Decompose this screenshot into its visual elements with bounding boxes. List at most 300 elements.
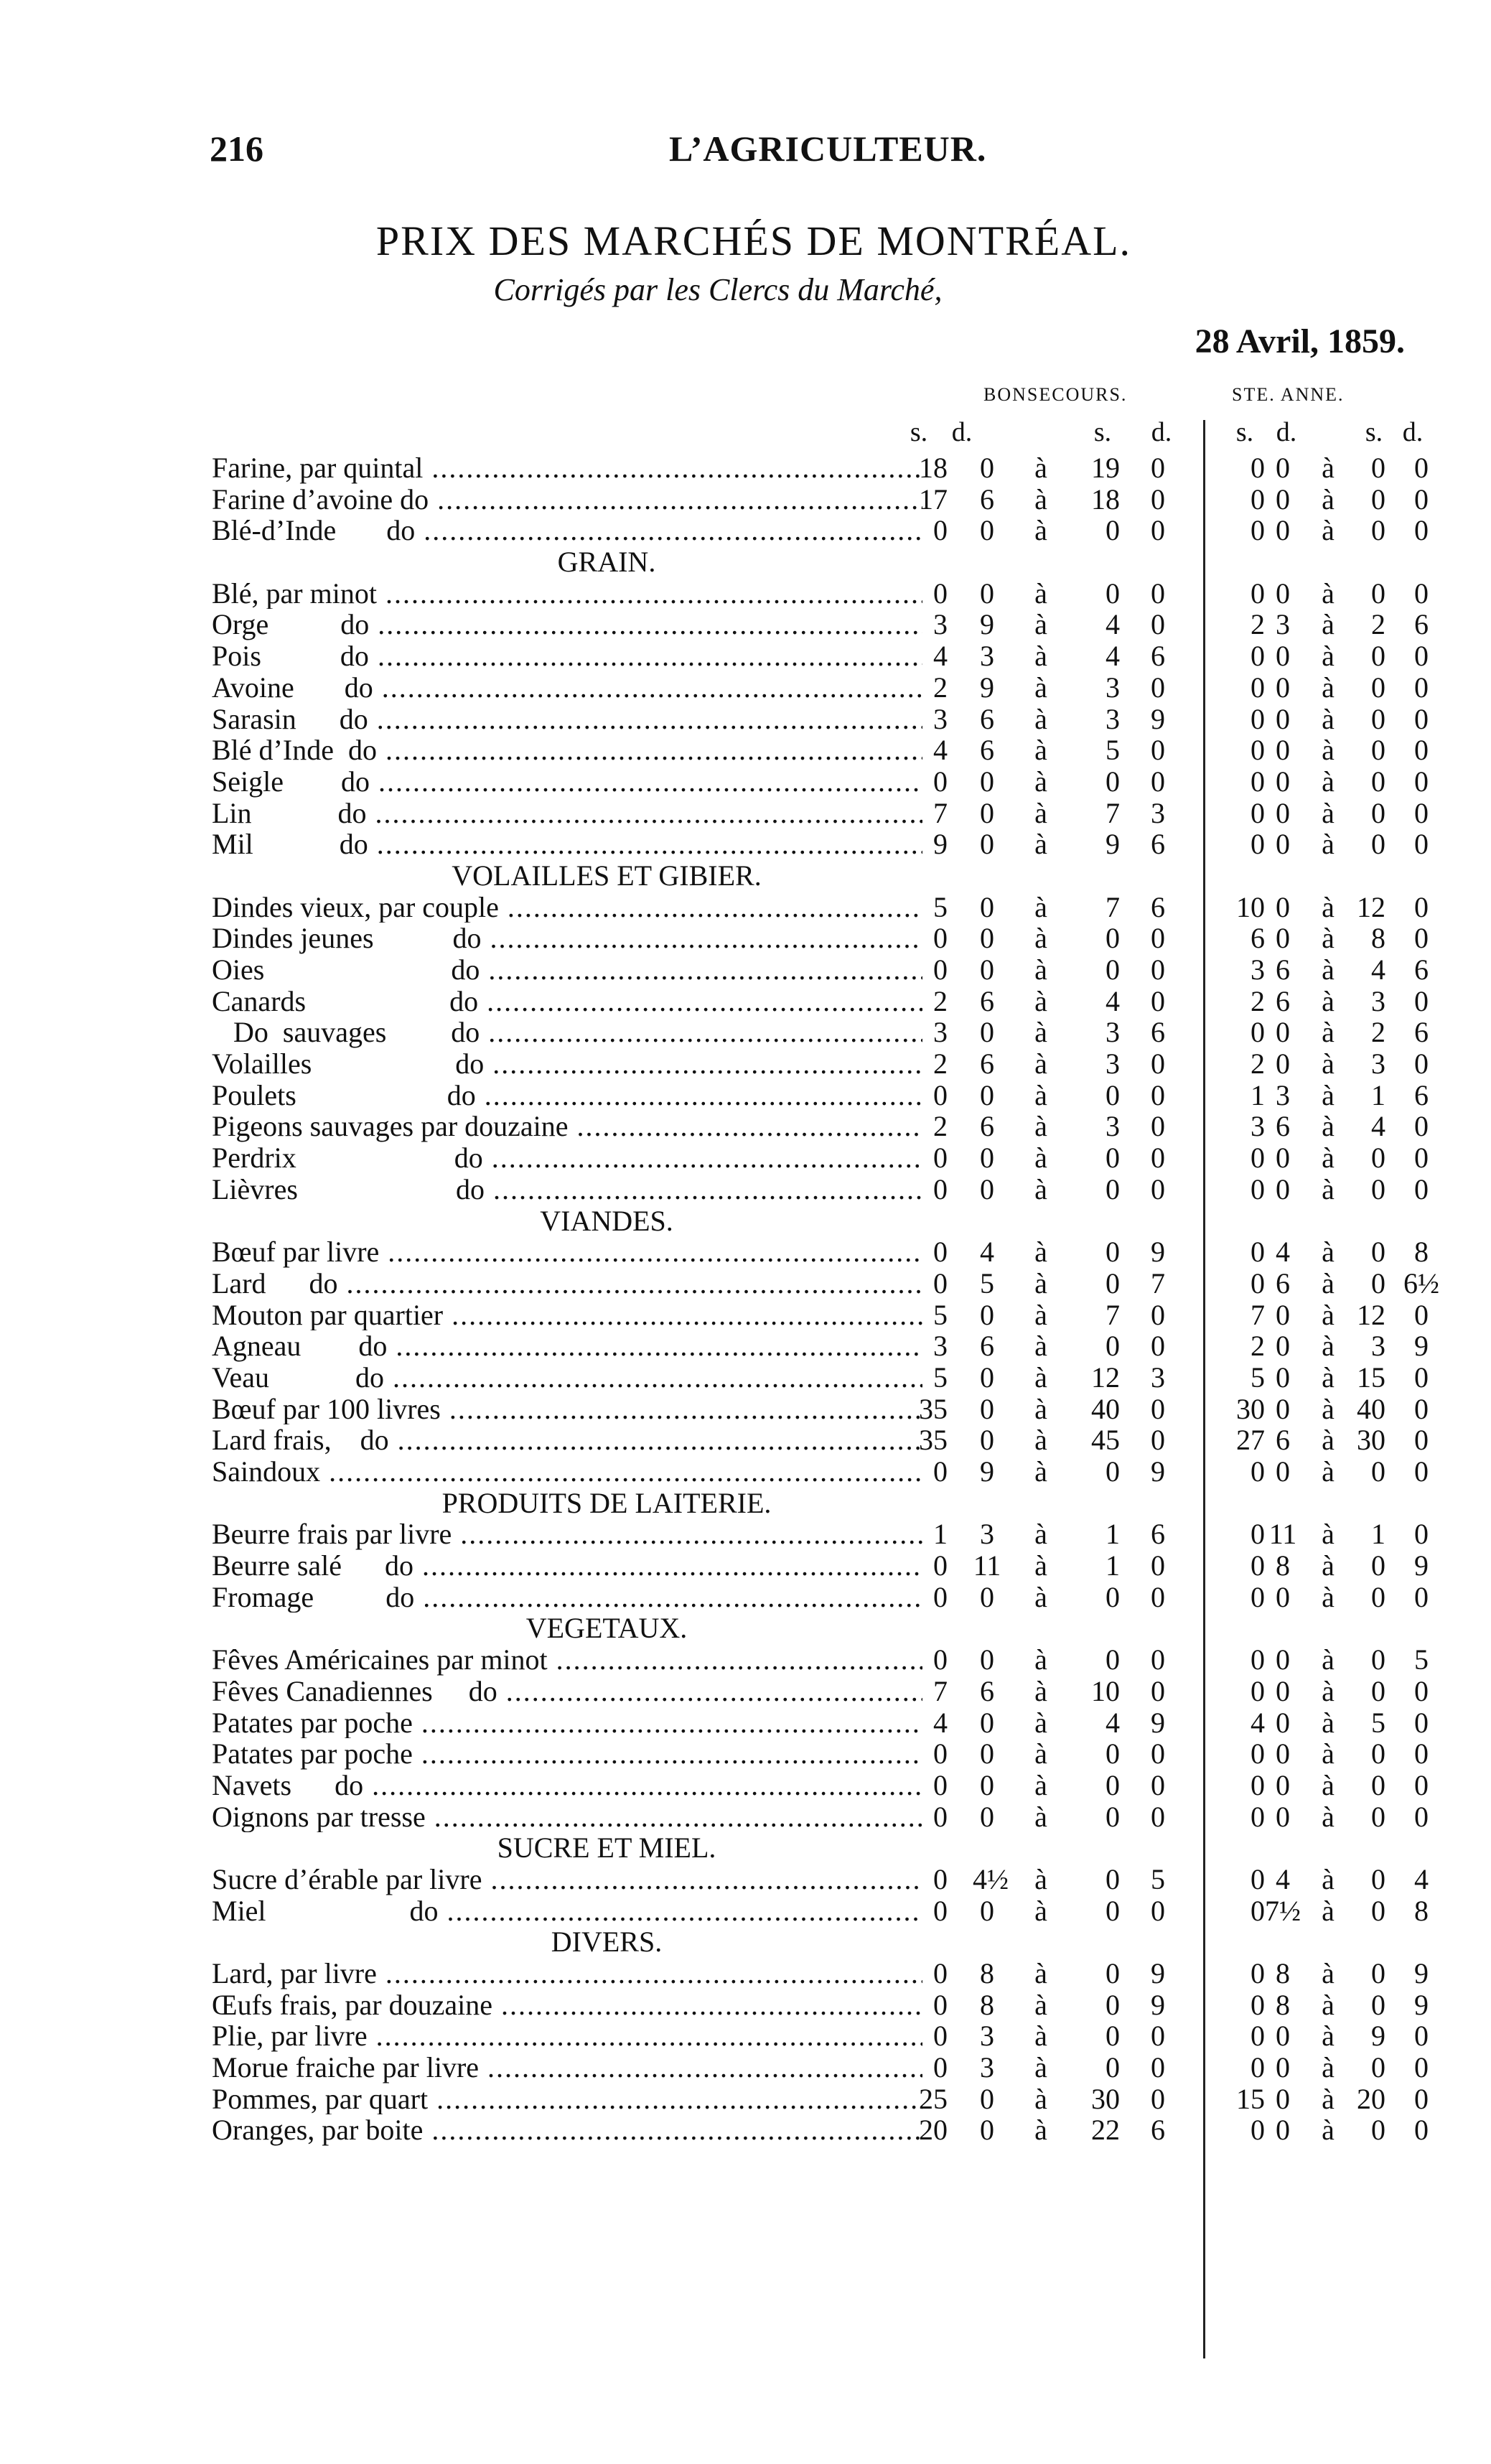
range-separator: à <box>1034 922 1047 955</box>
range-separator: à <box>1322 1110 1335 1143</box>
price-ad2: 0 <box>1414 984 1429 1017</box>
item-label: Lard do ..... <box>212 1268 922 1299</box>
price-as1: 0 <box>1251 1518 1265 1551</box>
price-bs2: 1 <box>1106 1518 1120 1551</box>
price-bs1: 2 <box>933 984 948 1017</box>
table-row <box>212 1424 1446 1456</box>
price-bd1: 8 <box>980 1988 994 2021</box>
range-separator: à <box>1322 1737 1335 1770</box>
section-heading: VEGETAUX. <box>525 1612 688 1645</box>
price-bs1: 0 <box>933 1142 948 1175</box>
running-header <box>210 128 1390 178</box>
item-label: Œufs frais, par douzaine ..... <box>212 1989 922 2021</box>
price-bd1: 0 <box>980 953 994 986</box>
price-bs1: 0 <box>933 1580 948 1613</box>
range-separator: à <box>1322 1016 1335 1049</box>
price-bd2: 0 <box>1151 577 1165 610</box>
price-bd2: 0 <box>1151 984 1165 1017</box>
range-separator: à <box>1322 1361 1335 1394</box>
price-as2: 0 <box>1371 1172 1385 1205</box>
price-as2: 9 <box>1371 2020 1385 2053</box>
price-bd2: 9 <box>1151 1455 1165 1488</box>
price-bs2: 0 <box>1106 922 1120 955</box>
price-bs2: 30 <box>1091 2082 1120 2115</box>
price-bs1: 0 <box>933 953 948 986</box>
price-bs1: 0 <box>933 2020 948 2053</box>
section-heading: VOLAILLES ET GIBIER. <box>452 859 762 892</box>
price-bs1: 2 <box>933 1110 948 1143</box>
table-row <box>212 1550 1446 1582</box>
price-as2: 0 <box>1371 1737 1385 1770</box>
price-bs2: 0 <box>1106 1737 1120 1770</box>
price-ad1: 0 <box>1276 1361 1290 1394</box>
unit-s: s. <box>1093 417 1112 447</box>
range-separator: à <box>1322 1580 1335 1613</box>
item-label: Sucre d’érable par livre ..... <box>212 1864 922 1895</box>
item-label: Fêves Américaines par minot ..... <box>212 1644 922 1676</box>
price-as2: 12 <box>1357 890 1385 923</box>
range-separator: à <box>1034 608 1047 641</box>
price-bd2: 6 <box>1151 640 1165 673</box>
range-separator: à <box>1034 1047 1047 1081</box>
range-separator: à <box>1034 1392 1047 1425</box>
price-ad2: 0 <box>1414 482 1429 515</box>
price-bs2: 1 <box>1106 1549 1120 1582</box>
price-bs2: 3 <box>1106 1016 1120 1049</box>
price-bd2: 0 <box>1151 1142 1165 1175</box>
price-as2: 0 <box>1371 1236 1385 1269</box>
price-bd1: 0 <box>980 796 994 829</box>
price-bd1: 4½ <box>973 1862 1009 1895</box>
item-label: Lard, par livre ..... <box>212 1958 922 1989</box>
price-ad1: 0 <box>1276 890 1290 923</box>
price-as1: 0 <box>1251 1800 1265 1833</box>
range-separator: à <box>1322 1266 1335 1299</box>
range-separator: à <box>1322 1455 1335 1488</box>
price-as1: 0 <box>1251 1236 1265 1269</box>
range-separator: à <box>1322 1330 1335 1363</box>
price-bd2: 0 <box>1151 671 1165 704</box>
price-bd1: 6 <box>980 1330 994 1363</box>
price-ad1: 0 <box>1276 2051 1290 2084</box>
price-as2: 12 <box>1357 1298 1385 1331</box>
price-ad2: 9 <box>1414 1549 1429 1582</box>
price-ad2: 0 <box>1414 1674 1429 1707</box>
price-as2: 0 <box>1371 828 1385 861</box>
range-separator: à <box>1034 1298 1047 1331</box>
table-row <box>212 609 1446 640</box>
price-as2: 30 <box>1357 1424 1385 1457</box>
price-ad2: 8 <box>1414 1894 1429 1927</box>
price-ad2: 0 <box>1414 734 1429 767</box>
price-ad1: 0 <box>1276 577 1290 610</box>
range-separator: à <box>1034 1862 1047 1895</box>
price-ad1: 0 <box>1276 1643 1290 1676</box>
price-ad1: 4 <box>1276 1236 1290 1269</box>
price-as2: 3 <box>1371 1047 1385 1081</box>
item-label: Pois do ..... <box>212 640 922 672</box>
range-separator: à <box>1322 514 1335 547</box>
price-bs1: 3 <box>933 608 948 641</box>
price-ad2: 0 <box>1414 1047 1429 1081</box>
price-bd1: 0 <box>980 2082 994 2115</box>
price-ad2: 0 <box>1414 1737 1429 1770</box>
range-separator: à <box>1322 1172 1335 1205</box>
item-label: Seigle do ..... <box>212 766 922 798</box>
item-label: Oranges, par boite ..... <box>212 2114 922 2146</box>
range-separator: à <box>1322 984 1335 1017</box>
table-row <box>212 1048 1446 1080</box>
price-bd1: 0 <box>980 765 994 798</box>
range-separator: à <box>1322 1768 1335 1801</box>
price-bd1: 3 <box>980 2051 994 2084</box>
price-bs2: 4 <box>1106 640 1120 673</box>
price-ad2: 0 <box>1414 1361 1429 1394</box>
range-separator: à <box>1034 1957 1047 1989</box>
price-bs1: 4 <box>933 1706 948 1739</box>
range-separator: à <box>1034 1643 1047 1676</box>
price-as2: 0 <box>1371 1549 1385 1582</box>
table-row <box>212 798 1446 829</box>
price-bs2: 0 <box>1106 1236 1120 1269</box>
price-bs1: 2 <box>933 671 948 704</box>
range-separator: à <box>1034 671 1047 704</box>
price-bd2: 0 <box>1151 1549 1165 1582</box>
price-bd1: 11 <box>973 1549 1001 1582</box>
price-bs1: 0 <box>933 1862 948 1895</box>
price-bd2: 0 <box>1151 1047 1165 1081</box>
range-separator: à <box>1322 1392 1335 1425</box>
price-bs1: 1 <box>933 1518 948 1551</box>
table-row <box>212 2083 1446 2115</box>
item-label: Lièvres do ..... <box>212 1174 922 1205</box>
price-bs1: 0 <box>933 1768 948 1801</box>
price-bd1: 0 <box>980 577 994 610</box>
range-separator: à <box>1034 1016 1047 1049</box>
price-table <box>212 452 1446 2146</box>
section-heading: SUCRE ET MIEL. <box>497 1831 716 1865</box>
price-bd2: 0 <box>1151 1078 1165 1111</box>
range-separator: à <box>1322 2114 1335 2147</box>
range-separator: à <box>1322 1800 1335 1833</box>
price-as2: 0 <box>1371 514 1385 547</box>
price-bs2: 4 <box>1106 984 1120 1017</box>
table-row <box>212 892 1446 923</box>
price-bs2: 7 <box>1106 796 1120 829</box>
price-bs1: 7 <box>933 796 948 829</box>
price-as1: 27 <box>1236 1424 1265 1457</box>
table-row <box>212 452 1446 484</box>
price-ad2: 0 <box>1414 1518 1429 1551</box>
price-ad1: 0 <box>1276 1706 1290 1739</box>
item-label: Avoine do ..... <box>212 672 922 704</box>
range-separator: à <box>1034 1674 1047 1707</box>
price-bd1: 0 <box>980 1643 994 1676</box>
price-as1: 30 <box>1236 1392 1265 1425</box>
price-bs2: 0 <box>1106 1172 1120 1205</box>
price-ad1: 3 <box>1276 1078 1290 1111</box>
range-separator: à <box>1322 702 1335 735</box>
price-bs1: 3 <box>933 702 948 735</box>
table-row <box>212 1582 1446 1613</box>
price-bs2: 0 <box>1106 1768 1120 1801</box>
running-title: L’AGRICULTEUR. <box>669 129 987 169</box>
price-ad2: 0 <box>1414 922 1429 955</box>
table-row <box>212 1456 1446 1488</box>
column-group-ste-anne: STE. ANNE. <box>1232 384 1345 405</box>
price-bd2: 6 <box>1151 1518 1165 1551</box>
table-row <box>212 1330 1446 1362</box>
range-separator: à <box>1034 1142 1047 1175</box>
range-separator: à <box>1034 1361 1047 1394</box>
price-bd1: 0 <box>980 1142 994 1175</box>
range-separator: à <box>1034 1330 1047 1363</box>
price-as1: 10 <box>1236 890 1265 923</box>
price-bs2: 12 <box>1091 1361 1120 1394</box>
range-separator: à <box>1034 2114 1047 2147</box>
price-bd1: 0 <box>980 1580 994 1613</box>
price-ad1: 6 <box>1276 1266 1290 1299</box>
table-row <box>212 1644 1446 1676</box>
price-bs2: 10 <box>1091 1674 1120 1707</box>
price-bd1: 0 <box>980 890 994 923</box>
item-label: Bœuf par 100 livres ..... <box>212 1394 922 1425</box>
price-bd2: 0 <box>1151 608 1165 641</box>
unit-d: d. <box>951 417 973 447</box>
table-row <box>212 1958 1446 1989</box>
range-separator: à <box>1322 1549 1335 1582</box>
range-separator: à <box>1034 828 1047 861</box>
table-title: PRIX DES MARCHÉS DE MONTRÉAL. <box>375 218 1132 264</box>
price-as2: 0 <box>1371 734 1385 767</box>
price-as1: 0 <box>1251 671 1265 704</box>
price-ad2: 0 <box>1414 577 1429 610</box>
price-ad1: 8 <box>1276 1957 1290 1989</box>
price-bd1: 0 <box>980 1800 994 1833</box>
price-ad2: 0 <box>1414 890 1429 923</box>
price-as2: 8 <box>1371 922 1385 955</box>
price-as1: 0 <box>1251 1016 1265 1049</box>
table-row <box>212 1989 1446 2021</box>
price-bs2: 0 <box>1106 1078 1120 1111</box>
price-ad1: 0 <box>1276 1455 1290 1488</box>
price-as2: 0 <box>1371 765 1385 798</box>
price-ad2: 0 <box>1414 1172 1429 1205</box>
item-label: Navets do ..... <box>212 1770 922 1801</box>
range-separator: à <box>1034 514 1047 547</box>
range-separator: à <box>1322 953 1335 986</box>
price-ad1: 0 <box>1276 1016 1290 1049</box>
price-as1: 0 <box>1251 765 1265 798</box>
price-bs2: 3 <box>1106 1047 1120 1081</box>
item-label: Plie, par livre ..... <box>212 2020 922 2052</box>
price-bs1: 0 <box>933 765 948 798</box>
price-ad2: 9 <box>1414 1957 1429 1989</box>
price-ad1: 6 <box>1276 984 1290 1017</box>
range-separator: à <box>1034 2051 1047 2084</box>
price-ad2: 0 <box>1414 1392 1429 1425</box>
price-bd2: 0 <box>1151 922 1165 955</box>
item-label: Do sauvages do ..... <box>212 1017 922 1048</box>
table-row <box>212 766 1446 798</box>
price-ad1: 0 <box>1276 2082 1290 2115</box>
unit-s: s. <box>1235 417 1254 447</box>
price-bs2: 0 <box>1106 1862 1120 1895</box>
price-as2: 0 <box>1371 1768 1385 1801</box>
price-as1: 2 <box>1251 1047 1265 1081</box>
unit-d: d. <box>1151 417 1172 447</box>
range-separator: à <box>1034 1706 1047 1739</box>
price-bd1: 0 <box>980 1361 994 1394</box>
table-row <box>212 829 1446 860</box>
item-label: Blé, par minot ..... <box>212 578 922 610</box>
price-bd1: 3 <box>980 2020 994 2053</box>
price-bd1: 0 <box>980 1298 994 1331</box>
table-row <box>212 704 1446 735</box>
range-separator: à <box>1034 1424 1047 1457</box>
price-ad1: 8 <box>1276 1988 1290 2021</box>
price-bd1: 0 <box>980 1078 994 1111</box>
price-bd2: 5 <box>1151 1862 1165 1895</box>
price-bs2: 0 <box>1106 1330 1120 1363</box>
price-bd2: 3 <box>1151 796 1165 829</box>
price-bs1: 5 <box>933 1298 948 1331</box>
price-bd1: 6 <box>980 1674 994 1707</box>
price-bs2: 0 <box>1106 2020 1120 2053</box>
price-bs2: 0 <box>1106 1580 1120 1613</box>
price-ad1: 3 <box>1276 608 1290 641</box>
range-separator: à <box>1034 577 1047 610</box>
price-ad1: 0 <box>1276 734 1290 767</box>
item-label: Saindoux ..... <box>212 1456 922 1488</box>
item-label: Fromage do ..... <box>212 1582 922 1613</box>
range-separator: à <box>1322 2051 1335 2084</box>
range-separator: à <box>1034 2082 1047 2115</box>
price-ad1: 0 <box>1276 1674 1290 1707</box>
price-as2: 15 <box>1357 1361 1385 1394</box>
item-label: Mouton par quartier ..... <box>212 1299 922 1331</box>
item-label: Poulets do ..... <box>212 1080 922 1111</box>
price-ad1: 0 <box>1276 482 1290 515</box>
price-as1: 2 <box>1251 1330 1265 1363</box>
price-bs1: 0 <box>933 1988 948 2021</box>
table-row <box>212 1236 1446 1268</box>
range-separator: à <box>1322 452 1335 484</box>
price-bs2: 9 <box>1106 828 1120 861</box>
price-as1: 0 <box>1251 1737 1265 1770</box>
price-ad2: 0 <box>1414 1424 1429 1457</box>
price-bd2: 0 <box>1151 1110 1165 1143</box>
price-bs2: 22 <box>1091 2114 1120 2147</box>
price-ad1: 0 <box>1276 1800 1290 1833</box>
item-label: Pommes, par quart ..... <box>212 2083 922 2115</box>
range-separator: à <box>1034 1894 1047 1927</box>
price-bd2: 0 <box>1151 1643 1165 1676</box>
table-row <box>212 923 1446 954</box>
price-bs1: 0 <box>933 1894 948 1927</box>
section-heading: DIVERS. <box>551 1926 663 1959</box>
table-row <box>212 672 1446 704</box>
price-as1: 0 <box>1251 796 1265 829</box>
price-as1: 0 <box>1251 1768 1265 1801</box>
price-bs1: 9 <box>933 828 948 861</box>
price-ad2: 0 <box>1414 514 1429 547</box>
price-ad2: 0 <box>1414 765 1429 798</box>
table-row <box>212 1801 1446 1833</box>
table-row <box>212 1864 1446 1895</box>
range-separator: à <box>1322 671 1335 704</box>
price-as1: 15 <box>1236 2082 1265 2115</box>
price-as1: 0 <box>1251 1862 1265 1895</box>
price-as1: 0 <box>1251 734 1265 767</box>
price-ad2: 0 <box>1414 828 1429 861</box>
price-bd2: 0 <box>1151 1800 1165 1833</box>
price-ad1: 0 <box>1276 922 1290 955</box>
range-separator: à <box>1034 1549 1047 1582</box>
price-as2: 0 <box>1371 1957 1385 1989</box>
price-as1: 0 <box>1251 482 1265 515</box>
range-separator: à <box>1322 1424 1335 1457</box>
price-as2: 0 <box>1371 2114 1385 2147</box>
item-label: Patates par poche ..... <box>212 1738 922 1770</box>
item-label: Perdrix do ..... <box>212 1142 922 1174</box>
price-bs1: 3 <box>933 1330 948 1363</box>
range-separator: à <box>1322 1298 1335 1331</box>
price-bs2: 19 <box>1091 452 1120 484</box>
price-as2: 0 <box>1371 702 1385 735</box>
price-as1: 0 <box>1251 1549 1265 1582</box>
range-separator: à <box>1034 640 1047 673</box>
price-bs2: 0 <box>1106 1142 1120 1175</box>
price-ad1: 0 <box>1276 2020 1290 2053</box>
price-bs2: 18 <box>1091 482 1120 515</box>
price-as1: 0 <box>1251 1674 1265 1707</box>
item-label: Veau do ..... <box>212 1362 922 1394</box>
price-as1: 0 <box>1251 577 1265 610</box>
column-group-bonsecours: BONSECOURS. <box>983 384 1128 405</box>
price-bd2: 9 <box>1151 1957 1165 1989</box>
price-as1: 0 <box>1251 1894 1265 1927</box>
price-ad1: 0 <box>1276 1047 1290 1081</box>
price-ad2: 0 <box>1414 1768 1429 1801</box>
range-separator: à <box>1034 1768 1047 1801</box>
item-label: Sarasin do ..... <box>212 704 922 735</box>
table-row <box>212 1080 1446 1111</box>
item-label: Oignons par tresse ..... <box>212 1801 922 1833</box>
price-ad2: 0 <box>1414 1800 1429 1833</box>
range-separator: à <box>1034 1580 1047 1613</box>
price-as2: 0 <box>1371 1674 1385 1707</box>
section-heading: PRODUITS DE LAITERIE. <box>441 1486 772 1519</box>
price-as1: 0 <box>1251 702 1265 735</box>
unit-s: s. <box>910 417 928 447</box>
price-bs1: 0 <box>933 1078 948 1111</box>
price-bs2: 0 <box>1106 1988 1120 2021</box>
price-as2: 0 <box>1371 1988 1385 2021</box>
table-row <box>212 1142 1446 1174</box>
price-bd1: 0 <box>980 2114 994 2147</box>
item-label: Beurre salé do ..... <box>212 1550 922 1582</box>
price-bs1: 35 <box>919 1392 948 1425</box>
price-ad2: 9 <box>1414 1988 1429 2021</box>
price-bs1: 0 <box>933 514 948 547</box>
table-row <box>212 954 1446 986</box>
price-ad1: 0 <box>1276 702 1290 735</box>
range-separator: à <box>1034 1266 1047 1299</box>
price-bd2: 6 <box>1151 828 1165 861</box>
price-bd1: 0 <box>980 452 994 484</box>
price-as2: 0 <box>1371 452 1385 484</box>
